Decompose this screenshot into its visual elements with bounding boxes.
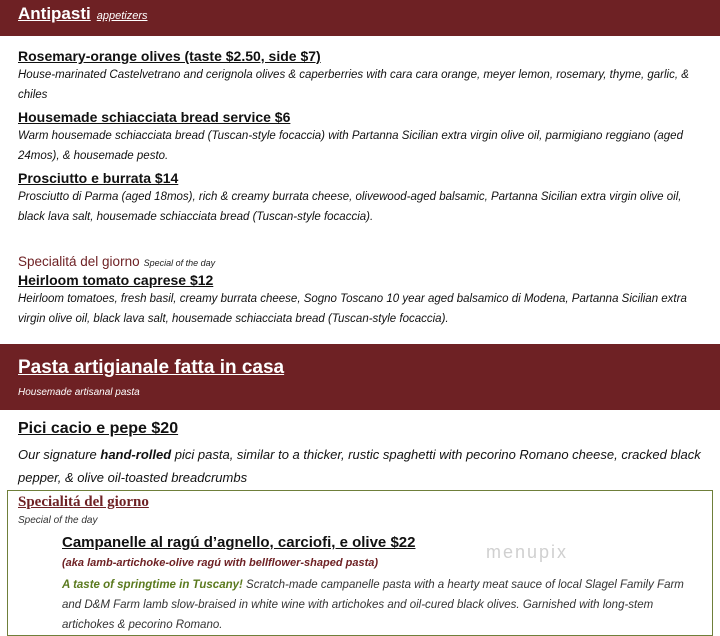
menu-item-prosciutto: [18, 170, 708, 227]
item-description: Warm housemade schiacciata bread (Tuscan-style focaccia) with Partanna Sicilian extra virgin olive oil, parmigiano reggiano (aged 24mos), & housemade pesto.: [18, 130, 683, 162]
item-description: Heirloom tomatoes, fresh basil, creamy burrata cheese, Sogno Toscano 10 year aged balsamico di Modena, Partanna Sicilian extra virgin olive oil, black lava salt, housemade schiacciata bread (Tuscan-style focaccia).: [18, 293, 687, 325]
item-description: A taste of springtime in Tuscany! Scratch-made campanelle pasta with a hearty meat sauce of local Slagel Family Farm and D&M Farm lamb slow-braised in white wine with artichokes and oil-cured black olives. Garnished with long-stem artichokes & pecorino Romano.: [62, 579, 684, 631]
item-description: House-marinated Castelvetrano and cerignola olives & caperberries with cara cara orange, meyer lemon, rosemary, thyme, garlic, & chiles: [18, 69, 689, 101]
item-description: Prosciutto di Parma (aged 18mos), rich & creamy burrata cheese, olivewood-aged balsamic, Partanna Sicilian extra virgin olive oil, black lava salt, housemade schiacciata bread (Tuscan-style focaccia).: [18, 191, 682, 223]
special-box: [7, 490, 713, 636]
menu-item-pici: [18, 419, 708, 489]
special-title: Specialitá del giorno: [18, 494, 149, 510]
special-of-day-label: Specialitá del giorno Special of the day: [18, 254, 216, 269]
section-title: Pasta artigianale fatta in casa: [18, 357, 285, 378]
pasta-header: [0, 344, 720, 410]
section-subtitle: appetizers: [96, 10, 148, 22]
item-description: Our signature hand-rolled pici pasta, similar to a thicker, rustic spaghetti with pecorino Romano cheese, cracked black pepper, & olive oil-toasted breadcrumbs: [18, 447, 701, 485]
item-name: Rosemary-orange olives (taste $2.50, side $7): [18, 48, 321, 64]
item-name: Heirloom tomato caprese $12: [18, 272, 214, 288]
menu-item-bread: [18, 109, 708, 166]
item-name: Campanelle al ragú d’agnello, carciofi, e olive $22: [62, 534, 416, 551]
special-sub: Special of the day: [143, 258, 216, 268]
antipasti-header: [0, 0, 720, 36]
item-aka: (aka lamb-artichoke-olive ragú with bellflower-shaped pasta): [62, 557, 379, 569]
item-name: Prosciutto e burrata $14: [18, 170, 179, 186]
section-title: Antipasti appetizers: [18, 4, 148, 23]
watermark: menupix: [486, 542, 569, 562]
item-name: Housemade schiacciata bread service $6: [18, 109, 291, 125]
menu-item-olives: [18, 48, 708, 105]
menu-item-heirloom: [18, 272, 708, 329]
section-subtitle: Housemade artisanal pasta: [18, 387, 140, 398]
item-name: Pici cacio e pepe $20: [18, 420, 179, 437]
special-sub: Special of the day: [18, 515, 98, 526]
